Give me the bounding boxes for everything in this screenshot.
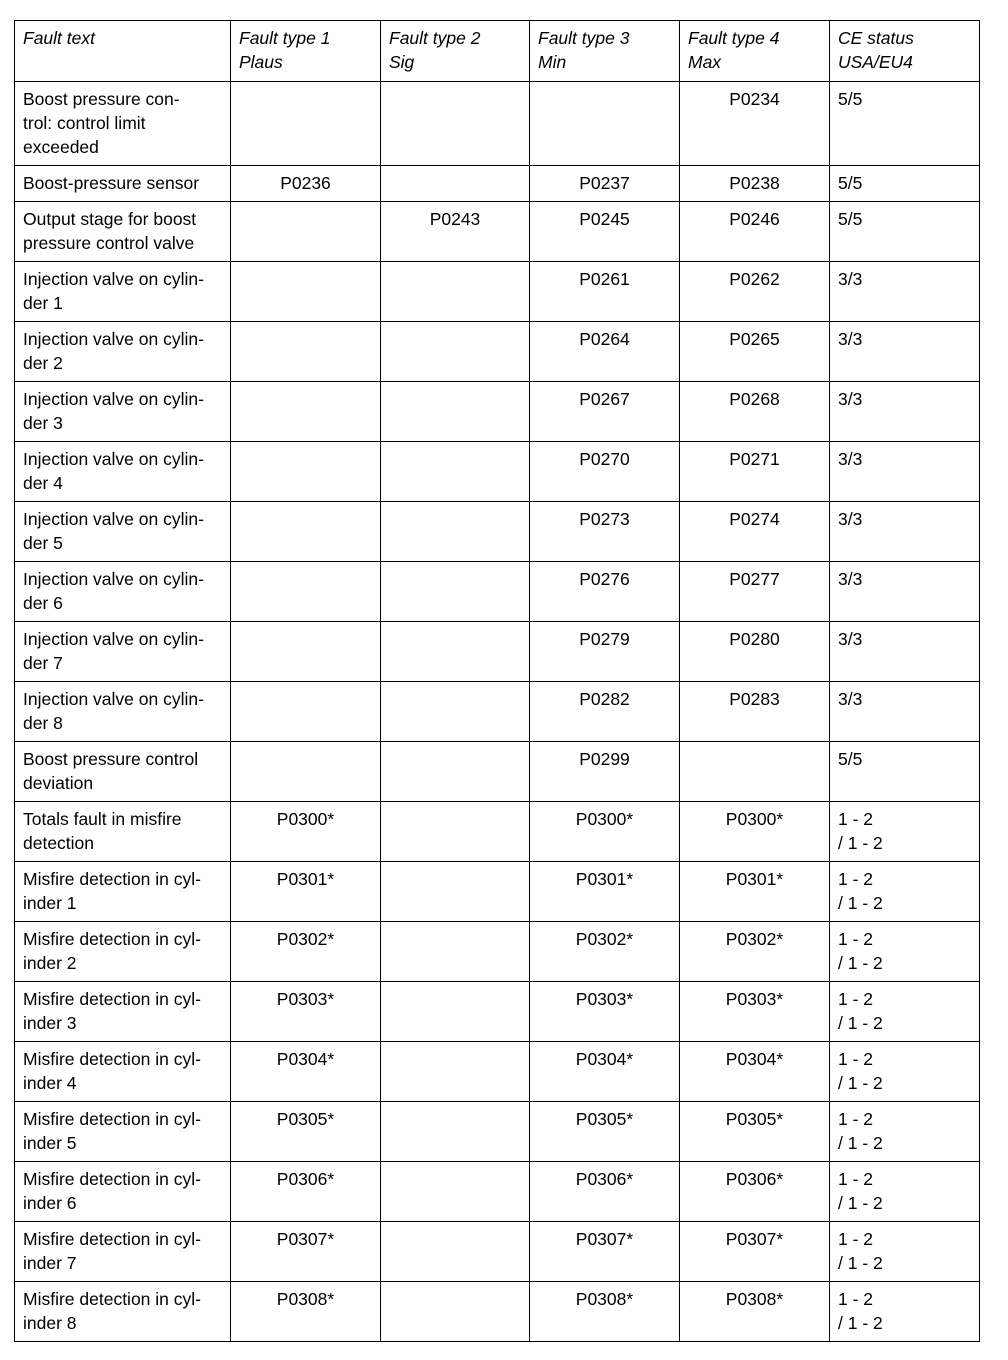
fault-type-3-cell: P0306* xyxy=(530,1162,680,1222)
fault-type-2-cell xyxy=(381,382,530,442)
ce-status-cell: 3/3 xyxy=(830,442,980,502)
fault-type-3-cell: P0282 xyxy=(530,682,680,742)
fault-type-1-cell xyxy=(231,502,381,562)
fault-text-cell: Injection valve on cylin- der 7 xyxy=(15,622,231,682)
fault-type-1-cell xyxy=(231,622,381,682)
table-row xyxy=(15,1042,980,1102)
table-body xyxy=(15,82,980,1342)
fault-type-3-cell: P0267 xyxy=(530,382,680,442)
table-row xyxy=(15,622,980,682)
fault-type-4-cell: P0303* xyxy=(680,982,830,1042)
fault-type-1-cell: P0305* xyxy=(231,1102,381,1162)
fault-type-4-cell: P0283 xyxy=(680,682,830,742)
ce-status-cell: 3/3 xyxy=(830,682,980,742)
ce-status-cell: 3/3 xyxy=(830,382,980,442)
ce-status-cell: 1 - 2 / 1 - 2 xyxy=(830,1102,980,1162)
fault-text-cell: Injection valve on cylin- der 8 xyxy=(15,682,231,742)
ce-status-cell: 1 - 2 / 1 - 2 xyxy=(830,922,980,982)
fault-type-1-cell: P0307* xyxy=(231,1222,381,1282)
fault-type-3-cell xyxy=(530,82,680,166)
fault-type-2-cell xyxy=(381,1222,530,1282)
fault-type-3-cell: P0300* xyxy=(530,802,680,862)
fault-type-3-cell: P0273 xyxy=(530,502,680,562)
fault-type-4-cell: P0271 xyxy=(680,442,830,502)
fault-type-2-cell xyxy=(381,682,530,742)
ce-status-cell: 3/3 xyxy=(830,622,980,682)
fault-text-cell: Injection valve on cylin- der 6 xyxy=(15,562,231,622)
header-ce-status: CE status USA/EU4 xyxy=(830,21,980,82)
fault-type-4-cell: P0262 xyxy=(680,262,830,322)
fault-text-cell: Misfire detection in cyl- inder 8 xyxy=(15,1282,231,1342)
table-row xyxy=(15,382,980,442)
ce-status-cell: 1 - 2 / 1 - 2 xyxy=(830,1222,980,1282)
fault-type-2-cell xyxy=(381,862,530,922)
fault-type-3-cell: P0264 xyxy=(530,322,680,382)
fault-type-1-cell: P0300* xyxy=(231,802,381,862)
ce-status-cell: 3/3 xyxy=(830,562,980,622)
fault-type-3-cell: P0302* xyxy=(530,922,680,982)
fault-type-3-cell: P0261 xyxy=(530,262,680,322)
fault-text-cell: Boost pressure con- trol: control limit exceeded xyxy=(15,82,231,166)
fault-type-3-cell: P0301* xyxy=(530,862,680,922)
fault-type-1-cell: P0304* xyxy=(231,1042,381,1102)
fault-type-4-cell: P0277 xyxy=(680,562,830,622)
table-row xyxy=(15,442,980,502)
fault-type-2-cell xyxy=(381,442,530,502)
fault-type-2-cell xyxy=(381,262,530,322)
fault-text-cell: Injection valve on cylin- der 4 xyxy=(15,442,231,502)
fault-type-4-cell: P0306* xyxy=(680,1162,830,1222)
document-page xyxy=(14,20,980,1342)
ce-status-cell: 5/5 xyxy=(830,742,980,802)
fault-type-4-cell: P0304* xyxy=(680,1042,830,1102)
fault-type-1-cell: P0236 xyxy=(231,166,381,202)
fault-type-2-cell xyxy=(381,562,530,622)
fault-type-4-cell: P0234 xyxy=(680,82,830,166)
fault-type-3-cell: P0308* xyxy=(530,1282,680,1342)
ce-status-cell: 3/3 xyxy=(830,322,980,382)
ce-status-cell: 5/5 xyxy=(830,82,980,166)
fault-type-4-cell xyxy=(680,742,830,802)
fault-type-3-cell: P0304* xyxy=(530,1042,680,1102)
table-row xyxy=(15,802,980,862)
fault-text-cell: Injection valve on cylin- der 1 xyxy=(15,262,231,322)
table-row xyxy=(15,742,980,802)
fault-type-4-cell: P0280 xyxy=(680,622,830,682)
ce-status-cell: 3/3 xyxy=(830,262,980,322)
fault-type-3-cell: P0245 xyxy=(530,202,680,262)
fault-code-table xyxy=(14,20,980,1342)
fault-type-3-cell: P0237 xyxy=(530,166,680,202)
fault-text-cell: Totals fault in misfire detection xyxy=(15,802,231,862)
fault-type-2-cell xyxy=(381,322,530,382)
fault-text-cell: Misfire detection in cyl- inder 4 xyxy=(15,1042,231,1102)
fault-type-1-cell xyxy=(231,262,381,322)
fault-type-2-cell xyxy=(381,82,530,166)
fault-type-4-cell: P0308* xyxy=(680,1282,830,1342)
fault-type-1-cell xyxy=(231,682,381,742)
ce-status-cell: 1 - 2 / 1 - 2 xyxy=(830,1282,980,1342)
table-row xyxy=(15,322,980,382)
table-row xyxy=(15,562,980,622)
fault-type-1-cell xyxy=(231,742,381,802)
fault-type-4-cell: P0305* xyxy=(680,1102,830,1162)
fault-type-1-cell xyxy=(231,562,381,622)
fault-type-2-cell xyxy=(381,1042,530,1102)
fault-type-2-cell xyxy=(381,502,530,562)
fault-type-1-cell xyxy=(231,82,381,166)
fault-type-1-cell: P0308* xyxy=(231,1282,381,1342)
table-row xyxy=(15,982,980,1042)
table-row xyxy=(15,682,980,742)
ce-status-cell: 1 - 2 / 1 - 2 xyxy=(830,1162,980,1222)
fault-type-2-cell xyxy=(381,166,530,202)
fault-type-3-cell: P0270 xyxy=(530,442,680,502)
table-row xyxy=(15,82,980,166)
ce-status-cell: 5/5 xyxy=(830,166,980,202)
fault-type-1-cell xyxy=(231,382,381,442)
ce-status-cell: 1 - 2 / 1 - 2 xyxy=(830,1042,980,1102)
table-row xyxy=(15,1222,980,1282)
fault-type-3-cell: P0299 xyxy=(530,742,680,802)
fault-type-4-cell: P0246 xyxy=(680,202,830,262)
fault-type-2-cell xyxy=(381,982,530,1042)
fault-text-cell: Boost-pressure sensor xyxy=(15,166,231,202)
fault-text-cell: Misfire detection in cyl- inder 7 xyxy=(15,1222,231,1282)
fault-text-cell: Injection valve on cylin- der 5 xyxy=(15,502,231,562)
table-row xyxy=(15,922,980,982)
ce-status-cell: 3/3 xyxy=(830,502,980,562)
fault-type-2-cell xyxy=(381,1162,530,1222)
fault-type-1-cell: P0302* xyxy=(231,922,381,982)
fault-type-1-cell: P0306* xyxy=(231,1162,381,1222)
table-row xyxy=(15,862,980,922)
fault-type-4-cell: P0265 xyxy=(680,322,830,382)
fault-text-cell: Boost pressure control deviation xyxy=(15,742,231,802)
fault-type-3-cell: P0279 xyxy=(530,622,680,682)
fault-type-4-cell: P0300* xyxy=(680,802,830,862)
fault-type-1-cell: P0301* xyxy=(231,862,381,922)
fault-text-cell: Misfire detection in cyl- inder 1 xyxy=(15,862,231,922)
fault-text-cell: Output stage for boost pressure control valve xyxy=(15,202,231,262)
fault-type-2-cell xyxy=(381,802,530,862)
table-row xyxy=(15,262,980,322)
fault-type-1-cell xyxy=(231,322,381,382)
fault-text-cell: Misfire detection in cyl- inder 3 xyxy=(15,982,231,1042)
fault-text-cell: Injection valve on cylin- der 3 xyxy=(15,382,231,442)
fault-type-4-cell: P0307* xyxy=(680,1222,830,1282)
ce-status-cell: 1 - 2 / 1 - 2 xyxy=(830,802,980,862)
fault-type-2-cell xyxy=(381,742,530,802)
fault-type-2-cell xyxy=(381,622,530,682)
fault-type-4-cell: P0268 xyxy=(680,382,830,442)
header-fault-type-3: Fault type 3 Min xyxy=(530,21,680,82)
header-fault-type-2: Fault type 2 Sig xyxy=(381,21,530,82)
table-row xyxy=(15,166,980,202)
ce-status-cell: 5/5 xyxy=(830,202,980,262)
fault-type-4-cell: P0302* xyxy=(680,922,830,982)
ce-status-cell: 1 - 2 / 1 - 2 xyxy=(830,862,980,922)
fault-type-2-cell: P0243 xyxy=(381,202,530,262)
fault-text-cell: Injection valve on cylin- der 2 xyxy=(15,322,231,382)
fault-type-4-cell: P0301* xyxy=(680,862,830,922)
fault-type-3-cell: P0307* xyxy=(530,1222,680,1282)
table-header-row xyxy=(15,21,980,82)
ce-status-cell: 1 - 2 / 1 - 2 xyxy=(830,982,980,1042)
fault-text-cell: Misfire detection in cyl- inder 6 xyxy=(15,1162,231,1222)
fault-type-3-cell: P0276 xyxy=(530,562,680,622)
fault-type-2-cell xyxy=(381,1282,530,1342)
fault-type-4-cell: P0238 xyxy=(680,166,830,202)
fault-type-4-cell: P0274 xyxy=(680,502,830,562)
header-fault-text: Fault text xyxy=(15,21,231,82)
table-row xyxy=(15,502,980,562)
fault-type-1-cell xyxy=(231,202,381,262)
header-fault-type-1: Fault type 1 Plaus xyxy=(231,21,381,82)
table-row xyxy=(15,1162,980,1222)
header-fault-type-4: Fault type 4 Max xyxy=(680,21,830,82)
fault-text-cell: Misfire detection in cyl- inder 2 xyxy=(15,922,231,982)
table-row xyxy=(15,202,980,262)
table-row xyxy=(15,1102,980,1162)
fault-type-3-cell: P0303* xyxy=(530,982,680,1042)
fault-type-1-cell: P0303* xyxy=(231,982,381,1042)
fault-type-3-cell: P0305* xyxy=(530,1102,680,1162)
fault-type-2-cell xyxy=(381,1102,530,1162)
fault-type-1-cell xyxy=(231,442,381,502)
table-row xyxy=(15,1282,980,1342)
fault-type-2-cell xyxy=(381,922,530,982)
fault-text-cell: Misfire detection in cyl- inder 5 xyxy=(15,1102,231,1162)
